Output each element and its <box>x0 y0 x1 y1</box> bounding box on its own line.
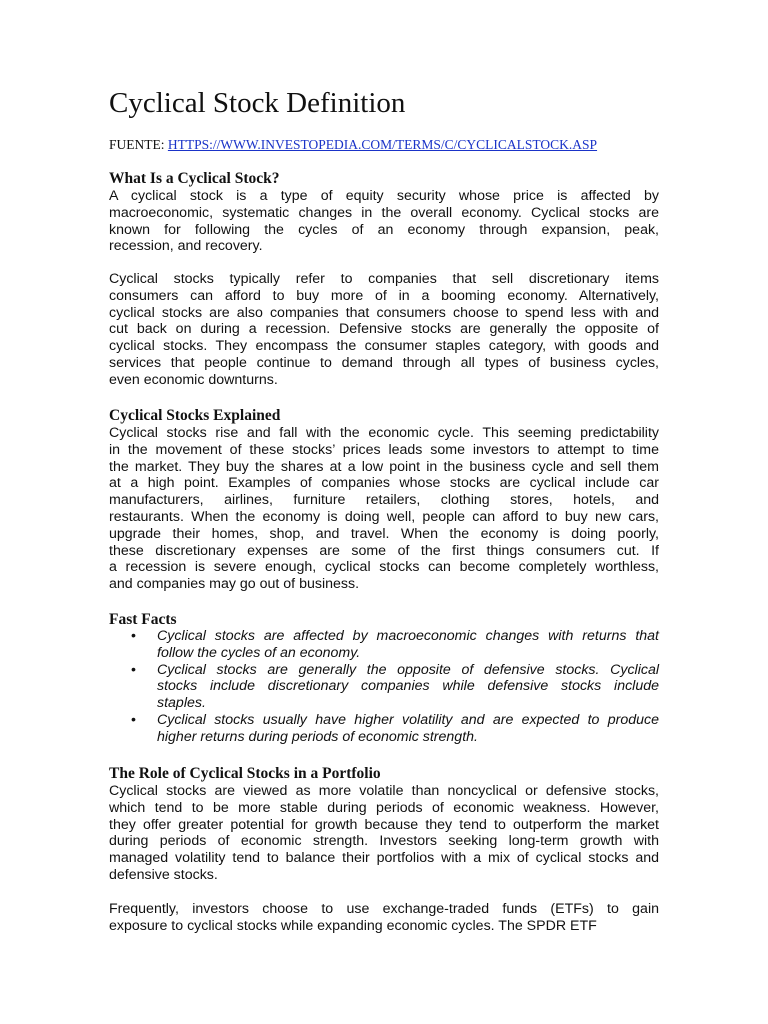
bullet-icon: • <box>131 628 136 644</box>
text-line: the market. They buy the shares at a low point in the business cycle and sell them <box>109 458 659 475</box>
text-line: consumers can afford to buy more of in a booming economy. Alternatively, <box>109 287 659 304</box>
text-line: follow the cycles of an economy. <box>157 644 361 661</box>
text-line: upgrade their homes, shop, and travel. When the economy is doing poorly, <box>109 525 659 542</box>
text-line: and companies may go out of business. <box>109 576 360 593</box>
text-line: stocks include discretionary companies while defensive stocks include <box>157 678 659 695</box>
text-line: A cyclical stock is a type of equity security whose price is affected by <box>109 188 659 204</box>
text-line: restaurants. When the economy is doing well, people can afford to buy new cars, <box>109 508 659 525</box>
paragraph <box>109 783 659 884</box>
text-line: Cyclical stocks are affected by macroeconomic changes with returns that <box>157 628 659 644</box>
page-title: Cyclical Stock Definition <box>109 87 406 119</box>
text-line: services that people continue to demand through all types of business cycles, <box>109 354 659 371</box>
text-line: known for following the cycles of an economy through expansion, peak, <box>109 221 659 238</box>
text-line: which tend to be more stable during periods of economic weakness. However, <box>109 799 659 816</box>
text-line: Cyclical stocks are viewed as more volatile than noncyclical or defensive stocks, <box>109 783 659 799</box>
text-line: in the movement of these stocks’ prices leads some investors to attempt to time <box>109 441 659 458</box>
section-heading-role: The Role of Cyclical Stocks in a Portfolio <box>109 765 381 782</box>
paragraph <box>109 271 659 389</box>
bullet-icon: • <box>131 711 136 728</box>
text-line: manufacturers, airlines, furniture retailers, clothing stores, hotels, and <box>109 492 659 509</box>
text-line: macroeconomic, systematic changes in the overall economy. Cyclical stocks are <box>109 204 659 221</box>
source-label: FUENTE: <box>109 137 168 152</box>
text-line: defensive stocks. <box>109 866 218 883</box>
text-line: a recession is severe enough, cyclical stocks can become completely worthless, <box>109 559 659 576</box>
section-heading-fast-facts: Fast Facts <box>109 611 177 628</box>
fast-fact-item <box>109 662 659 712</box>
fast-facts-list <box>109 628 659 746</box>
text-line: cyclical stocks are also companies that consumers choose to spend less with and <box>109 304 659 321</box>
text-line: Cyclical stocks typically refer to companies that sell discretionary items <box>109 271 659 287</box>
text-line: cut back on during a recession. Defensive stocks are generally the opposite of <box>109 321 659 338</box>
source-link[interactable]: HTTPS://WWW.INVESTOPEDIA.COM/TERMS/C/CYCLICALSTOCK.ASP <box>167 137 598 152</box>
text-line: staples. <box>157 695 206 712</box>
bullet-icon: • <box>131 661 136 678</box>
text-line: higher returns during periods of economic strength. <box>157 728 478 745</box>
paragraph <box>109 425 659 593</box>
fast-fact-item <box>109 628 659 662</box>
text-line: they offer greater potential for growth because they tend to outperform the market <box>109 816 659 833</box>
fast-fact-item <box>109 712 659 746</box>
text-line: Cyclical stocks are generally the opposite of defensive stocks. Cyclical <box>157 661 659 678</box>
paragraph <box>109 901 659 935</box>
text-line: Cyclical stocks rise and fall with the economic cycle. This seeming predictability <box>109 425 659 441</box>
text-line: cyclical stocks. They encompass the consumer staples category, with goods and <box>109 338 659 355</box>
text-line: recession, and recovery. <box>109 238 263 255</box>
text-line: at a high point. Examples of companies whose stocks are cyclical include car <box>109 475 659 492</box>
source-line <box>109 136 597 153</box>
text-line: Cyclical stocks usually have higher volatility and are expected to produce <box>157 711 659 728</box>
section-heading-what-is: What Is a Cyclical Stock? <box>109 170 280 187</box>
section-heading-explained: Cyclical Stocks Explained <box>109 407 281 424</box>
text-line: managed volatility tend to balance their portfolios with a mix of cyclical stocks and <box>109 850 659 867</box>
text-line: Frequently, investors choose to use exchange-traded funds (ETFs) to gain <box>109 901 659 917</box>
text-line: exposure to cyclical stocks while expanding economic cycles. The SPDR ETF <box>109 917 597 934</box>
paragraph <box>109 188 659 255</box>
text-line: during periods of economic strength. Investors seeking long-term growth with <box>109 833 659 850</box>
text-line: these discretionary expenses are some of the first things consumers cut. If <box>109 542 659 559</box>
text-line: even economic downturns. <box>109 371 278 388</box>
